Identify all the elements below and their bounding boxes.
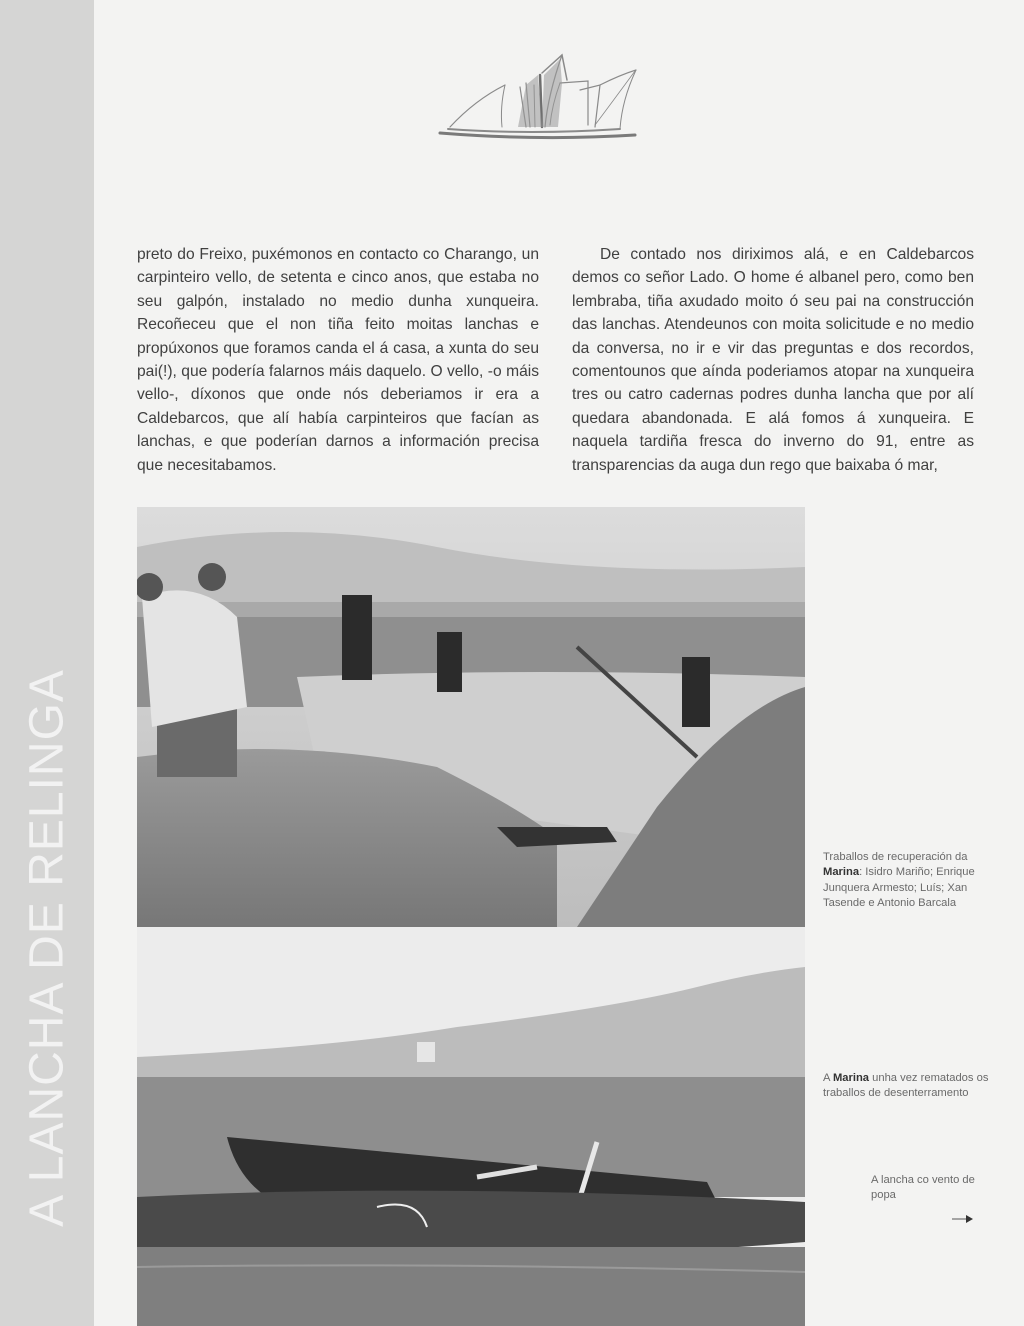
caption-text: unha vez rematados os traballos de desenterramento xyxy=(823,1072,989,1100)
next-page-teaser xyxy=(871,1173,991,1204)
article-column-right xyxy=(572,243,974,477)
article-column-left xyxy=(137,243,539,477)
boat-name: Marina xyxy=(832,1072,870,1084)
article-paragraph: preto do Freixo, puxémonos en contacto co Charango, un carpinteiro vello, de setenta e cinco anos, que estaba no seu galpón, instalado no medio dunha xunqueira. Recoñeceu que el non tiña feito moitas lanchas e propúxonos que foramos canda el á casa, a xunta do seu pai(!), que podería falarnos máis daquelo. O vello, -o máis vello-, díxonos que onde nós deberiamos ir era a Caldebarcos, que alí había carpinteiros que facían as lanchas, e que poderían darnos a información precisa que necesitabamos. xyxy=(137,246,539,474)
sidebar-title: A LANCHA DE RELINGA xyxy=(20,669,74,1227)
workers-recovering-boat-photo xyxy=(137,507,805,927)
caption-text: : Isidro Mariño; Enrique Junquera Armesto; Luís; Xan Tasende e Antonio Barcala xyxy=(823,866,975,910)
restored-boat-in-marsh-photo xyxy=(137,927,805,1326)
caption-text: A xyxy=(823,1072,833,1084)
boat-name: Marina xyxy=(823,866,860,879)
article-paragraph: De contado nos diriximos alá, e en Caldebarcos demos co señor Lado. O home é albanel pero, como ben lembraba, tiña axudado moito ó seu pai na construcción das lanchas. Atendeunos con moita solicitude e no medio da conversa, no ir e vir das preguntas e dos recordos, comentounos que aínda poderiamos atopar na xunqueira tres ou catro cadernas podres dunha lancha que por alí quedara abandonada. E alá fomos á xunqueira. E naquela tardiña fresca do inverno do 91, entre as transparencias da auga dun rego que baixaba ó mar, xyxy=(572,246,974,474)
photo-caption-recovery xyxy=(823,850,993,912)
caption-text: Traballos de recuperación da xyxy=(823,851,968,863)
photo-caption-unearthed xyxy=(823,1071,993,1102)
arrow-right-icon xyxy=(952,1212,974,1224)
sailing-ship-sketch-icon xyxy=(430,45,645,145)
sidebar-band xyxy=(0,0,94,1326)
teaser-text: A lancha co vento de popa xyxy=(871,1174,975,1202)
